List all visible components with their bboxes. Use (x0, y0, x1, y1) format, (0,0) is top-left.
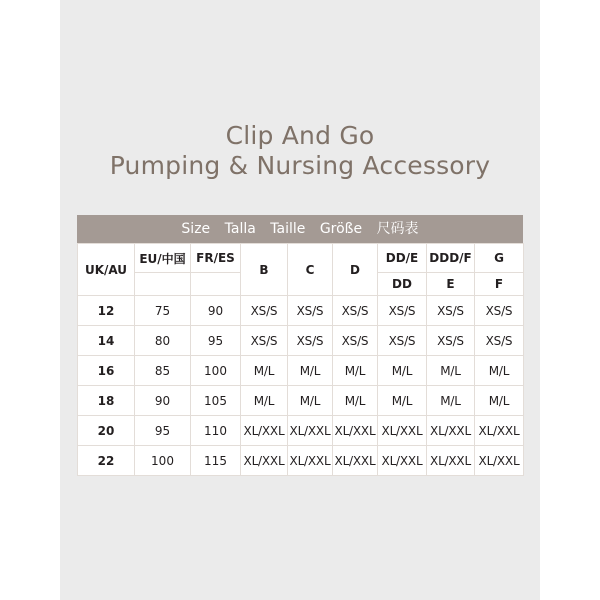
cell-eu-cn: 90 (135, 386, 191, 416)
cell-size: M/L (333, 356, 378, 386)
header-fr-es: FR/ES (191, 244, 241, 273)
cell-fr-es: 95 (191, 326, 241, 356)
cell-eu-cn: 100 (135, 446, 191, 476)
table-row (78, 296, 524, 326)
size-chart-banner (77, 215, 523, 243)
cell-size: M/L (241, 356, 288, 386)
header-d: D (333, 244, 378, 296)
cell-size: M/L (288, 386, 333, 416)
cell-size: XL/XXL (241, 446, 288, 476)
cell-size: XL/XXL (333, 446, 378, 476)
cell-fr-es: 110 (191, 416, 241, 446)
cell-size: XL/XXL (427, 446, 475, 476)
cell-size: M/L (378, 356, 427, 386)
cell-eu-cn: 85 (135, 356, 191, 386)
header-eu-cn: EU/中国 (135, 244, 191, 273)
cell-eu-cn: 80 (135, 326, 191, 356)
cell-size: XS/S (378, 296, 427, 326)
cell-size: XS/S (241, 296, 288, 326)
cell-size: XS/S (475, 326, 524, 356)
cell-uk-au: 12 (78, 296, 135, 326)
cell-fr-es: 115 (191, 446, 241, 476)
banner-taille: Taille (270, 221, 306, 237)
banner-grosse: Größe (319, 221, 363, 237)
size-table (77, 243, 524, 476)
cell-size: XL/XXL (378, 446, 427, 476)
cell-eu-cn: 95 (135, 416, 191, 446)
cell-size: M/L (475, 356, 524, 386)
cell-size: XS/S (427, 326, 475, 356)
header-dd: DD (378, 273, 427, 296)
cell-size: XL/XXL (475, 416, 524, 446)
cell-size: M/L (427, 386, 475, 416)
page-title: Clip And Go (225, 121, 375, 150)
table-row (78, 386, 524, 416)
cell-size: XS/S (333, 296, 378, 326)
table-row (78, 446, 524, 476)
table-row (78, 326, 524, 356)
cell-size: XL/XXL (378, 416, 427, 446)
cell-eu-cn: 75 (135, 296, 191, 326)
cell-size: M/L (378, 386, 427, 416)
header-eu-cn-blank (135, 273, 191, 296)
header-ddd-f: DDD/F (427, 244, 475, 273)
page-subtitle: Pumping & Nursing Accessory (109, 151, 491, 180)
cell-size: M/L (288, 356, 333, 386)
cell-size: XS/S (333, 326, 378, 356)
cell-size: XL/XXL (475, 446, 524, 476)
cell-size: XL/XXL (288, 446, 333, 476)
header-e: E (427, 273, 475, 296)
banner-size: Size (181, 221, 211, 237)
cell-uk-au: 22 (78, 446, 135, 476)
banner-chinese: 尺码表 (376, 221, 419, 237)
cell-uk-au: 18 (78, 386, 135, 416)
table-row (78, 356, 524, 386)
table-header-row (78, 244, 524, 273)
cell-size: XS/S (241, 326, 288, 356)
header-f: F (475, 273, 524, 296)
header-fr-es-blank (191, 273, 241, 296)
cell-size: XS/S (288, 296, 333, 326)
header-g: G (475, 244, 524, 273)
cell-size: XL/XXL (333, 416, 378, 446)
cell-size: XL/XXL (288, 416, 333, 446)
cell-size: M/L (241, 386, 288, 416)
cell-size: XL/XXL (427, 416, 475, 446)
header-b: B (241, 244, 288, 296)
banner-talla: Talla (224, 221, 256, 237)
header-c: C (288, 244, 333, 296)
cell-size: XL/XXL (241, 416, 288, 446)
cell-uk-au: 16 (78, 356, 135, 386)
cell-fr-es: 105 (191, 386, 241, 416)
cell-size: XS/S (288, 326, 333, 356)
header-uk-au: UK/AU (78, 244, 135, 296)
header-dd-e: DD/E (378, 244, 427, 273)
cell-uk-au: 14 (78, 326, 135, 356)
cell-size: XS/S (378, 326, 427, 356)
cell-size: M/L (427, 356, 475, 386)
cell-size: XS/S (427, 296, 475, 326)
cell-size: M/L (333, 386, 378, 416)
cell-uk-au: 20 (78, 416, 135, 446)
cell-size: XS/S (475, 296, 524, 326)
cell-fr-es: 100 (191, 356, 241, 386)
cell-size: M/L (475, 386, 524, 416)
table-row (78, 416, 524, 446)
cell-fr-es: 90 (191, 296, 241, 326)
